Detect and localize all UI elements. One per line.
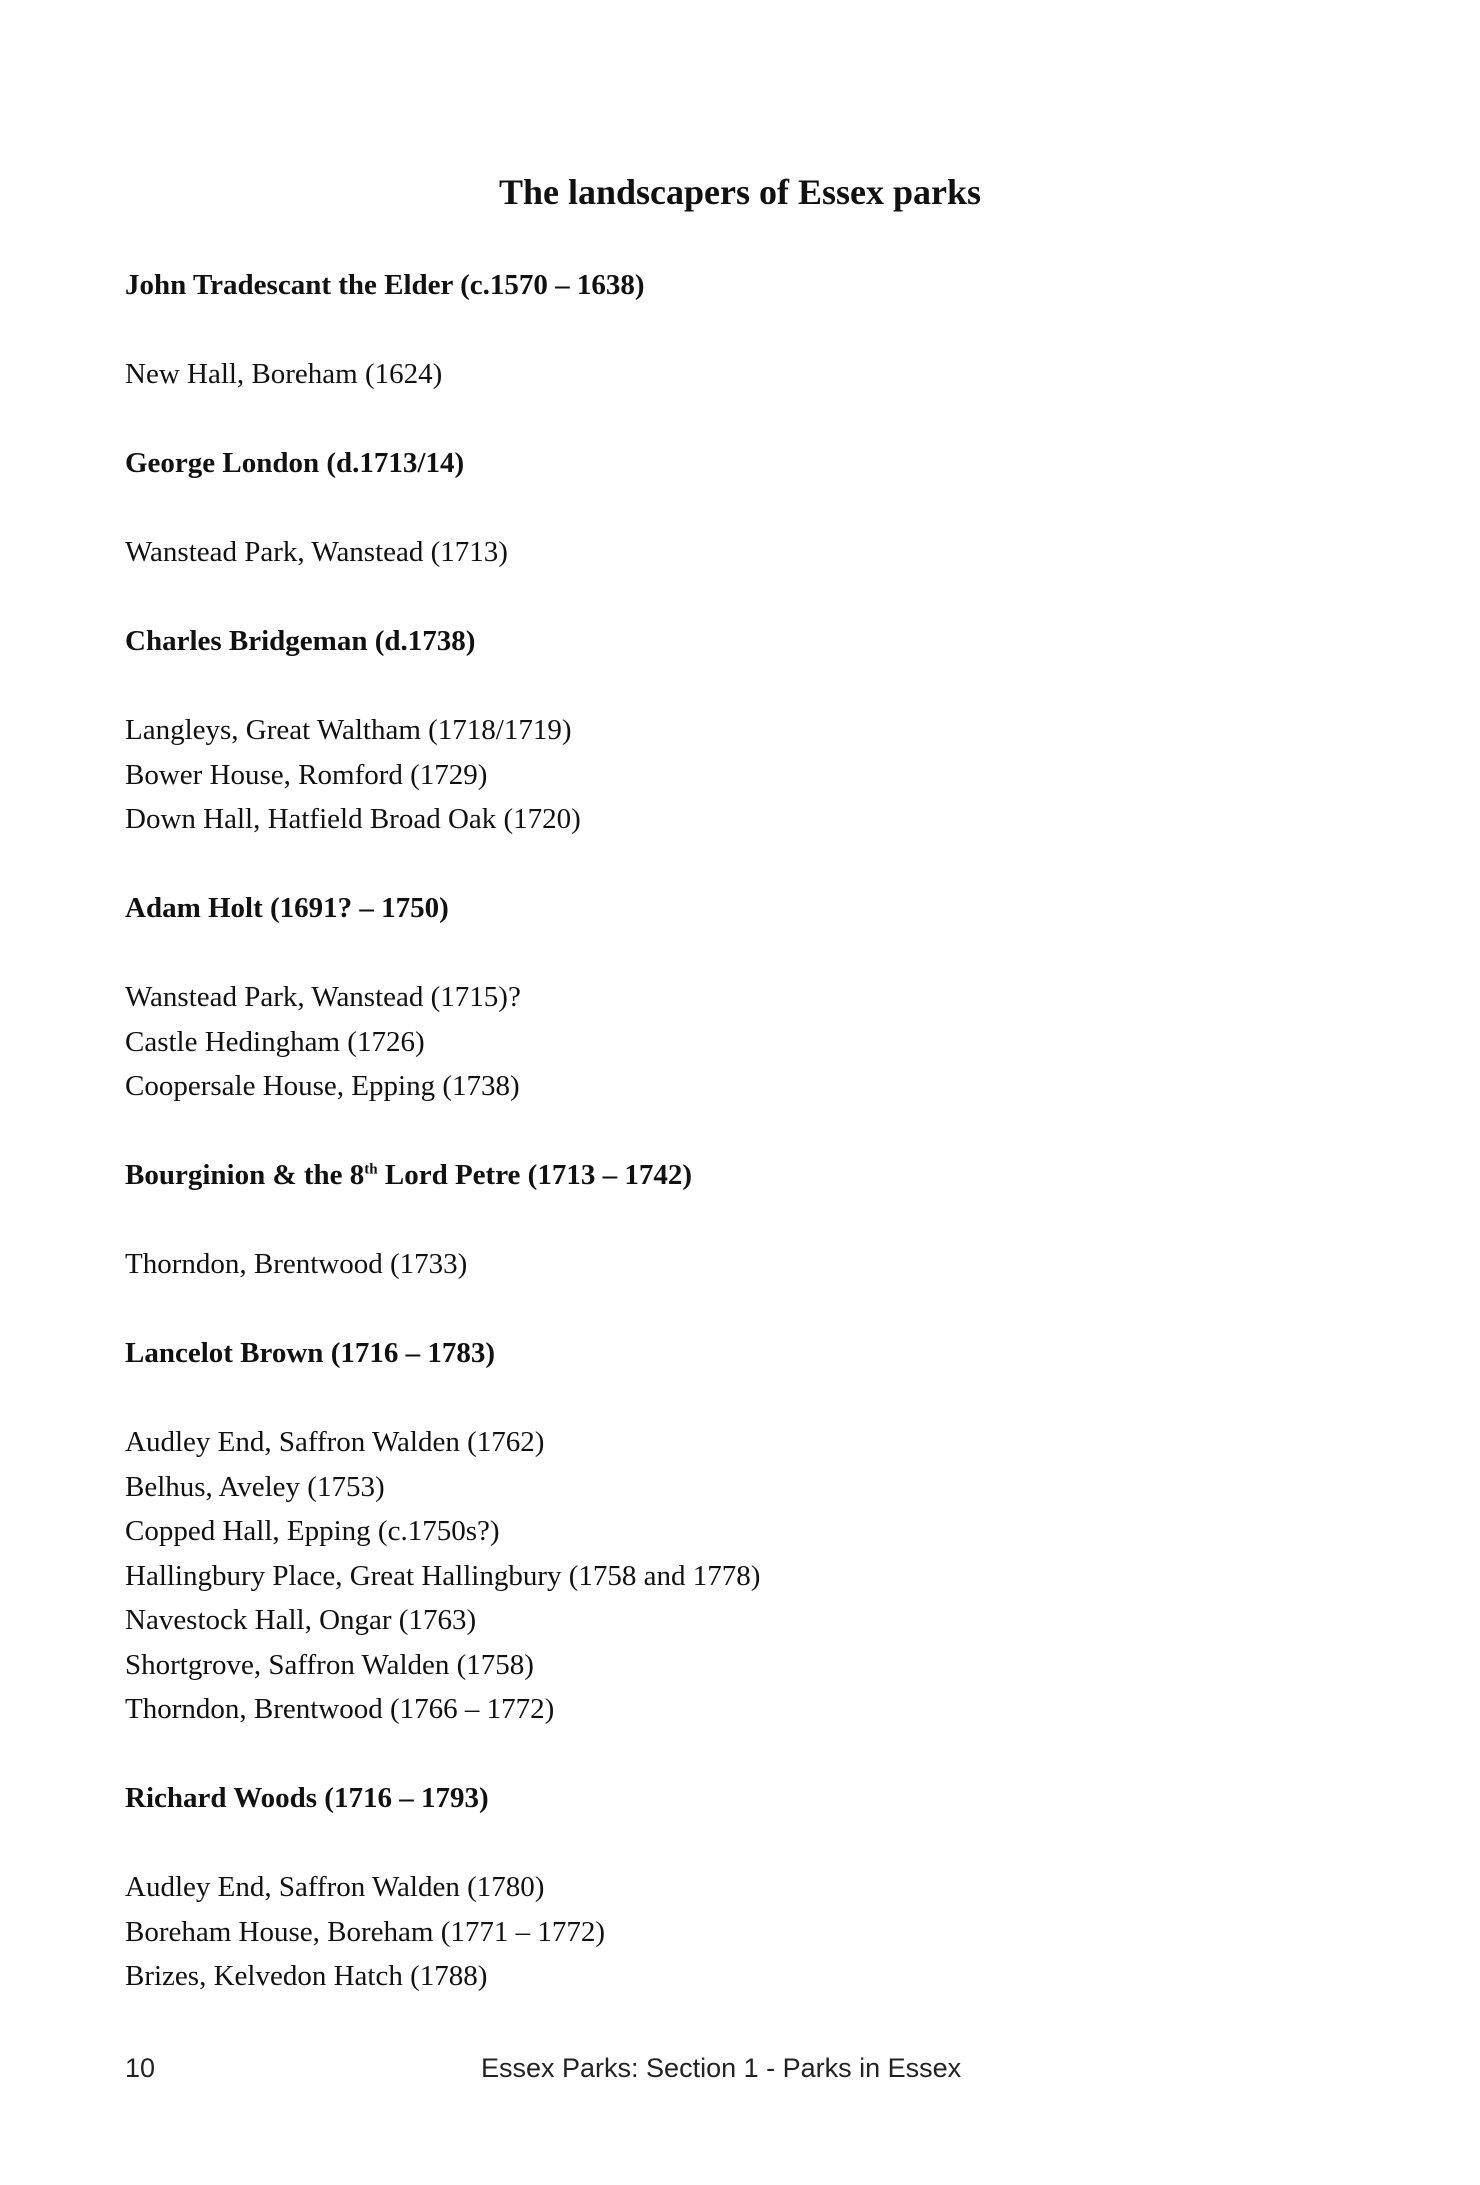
- park-item: Shortgrove, Saffron Walden (1758): [125, 1648, 534, 1681]
- park-item: Belhus, Aveley (1753): [125, 1470, 385, 1503]
- landscaper-heading: Lancelot Brown (1716 – 1783): [125, 1337, 496, 1369]
- landscaper-heading: George London (d.1713/14): [125, 447, 465, 479]
- landscaper-heading: Richard Woods (1716 – 1793): [125, 1782, 489, 1814]
- page-footer: [125, 2050, 1355, 2086]
- park-item: Thorndon, Brentwood (1766 – 1772): [125, 1693, 555, 1725]
- landscaper-heading: John Tradescant the Elder (c.1570 – 1638): [125, 269, 645, 301]
- park-item: Bower House, Romford (1729): [125, 758, 488, 791]
- park-item: Wanstead Park, Wanstead (1713): [125, 536, 508, 568]
- landscaper-heading: Charles Bridgeman (d.1738): [125, 625, 476, 657]
- park-item: Boreham House, Boreham (1771 – 1772): [125, 1915, 606, 1948]
- landscaper-heading: [125, 1153, 1355, 1198]
- landscaper-section-bourginion: [125, 1153, 1355, 1287]
- landscapers-list: [125, 263, 1355, 2043]
- heading-text-end: Lord Petre (1713 – 1742): [377, 1159, 692, 1191]
- park-list: [125, 1242, 1355, 1287]
- park-item: Wanstead Park, Wanstead (1715)?: [125, 981, 521, 1013]
- park-item: Castle Hedingham (1726): [125, 1025, 425, 1058]
- park-item: Audley End, Saffron Walden (1780): [125, 1871, 545, 1903]
- park-list: [125, 1420, 1355, 1732]
- park-list: [125, 352, 1355, 397]
- heading-text-start: Bourginion & the 8: [125, 1159, 365, 1191]
- park-item: Copped Hall, Epping (c.1750s?): [125, 1515, 500, 1547]
- park-item: Navestock Hall, Ongar (1763): [125, 1604, 477, 1636]
- landscaper-heading: Adam Holt (1691? – 1750): [125, 892, 449, 924]
- park-item: Down Hall, Hatfield Broad Oak (1720): [125, 803, 581, 835]
- page-title: The landscapers of Essex parks: [498, 172, 982, 212]
- park-item: Hallingbury Place, Great Hallingbury (1758 and 1778): [125, 1559, 761, 1592]
- park-list: [125, 975, 1355, 1109]
- page-number: 10: [125, 2053, 156, 2083]
- park-item: Thorndon, Brentwood (1733): [125, 1248, 468, 1280]
- landscaper-section-london: [125, 441, 1355, 575]
- landscaper-section-woods: [125, 1776, 1355, 1999]
- landscaper-section-brown: [125, 1331, 1355, 1732]
- landscaper-section-holt: [125, 886, 1355, 1109]
- park-list: [125, 1865, 1355, 1999]
- park-item: Coopersale House, Epping (1738): [125, 1070, 520, 1102]
- park-item: New Hall, Boreham (1624): [125, 358, 443, 390]
- park-list: [125, 530, 1355, 575]
- park-item: Brizes, Kelvedon Hatch (1788): [125, 1960, 488, 1992]
- park-list: [125, 708, 1355, 842]
- park-item: Langleys, Great Waltham (1718/1719): [125, 714, 572, 746]
- landscaper-section-tradescant: [125, 263, 1355, 397]
- running-title: Essex Parks: Section 1 - Parks in Essex: [481, 2053, 962, 2083]
- park-item: Audley End, Saffron Walden (1762): [125, 1426, 545, 1458]
- ordinal-suffix: th: [364, 1161, 378, 1178]
- landscaper-section-bridgeman: [125, 619, 1355, 842]
